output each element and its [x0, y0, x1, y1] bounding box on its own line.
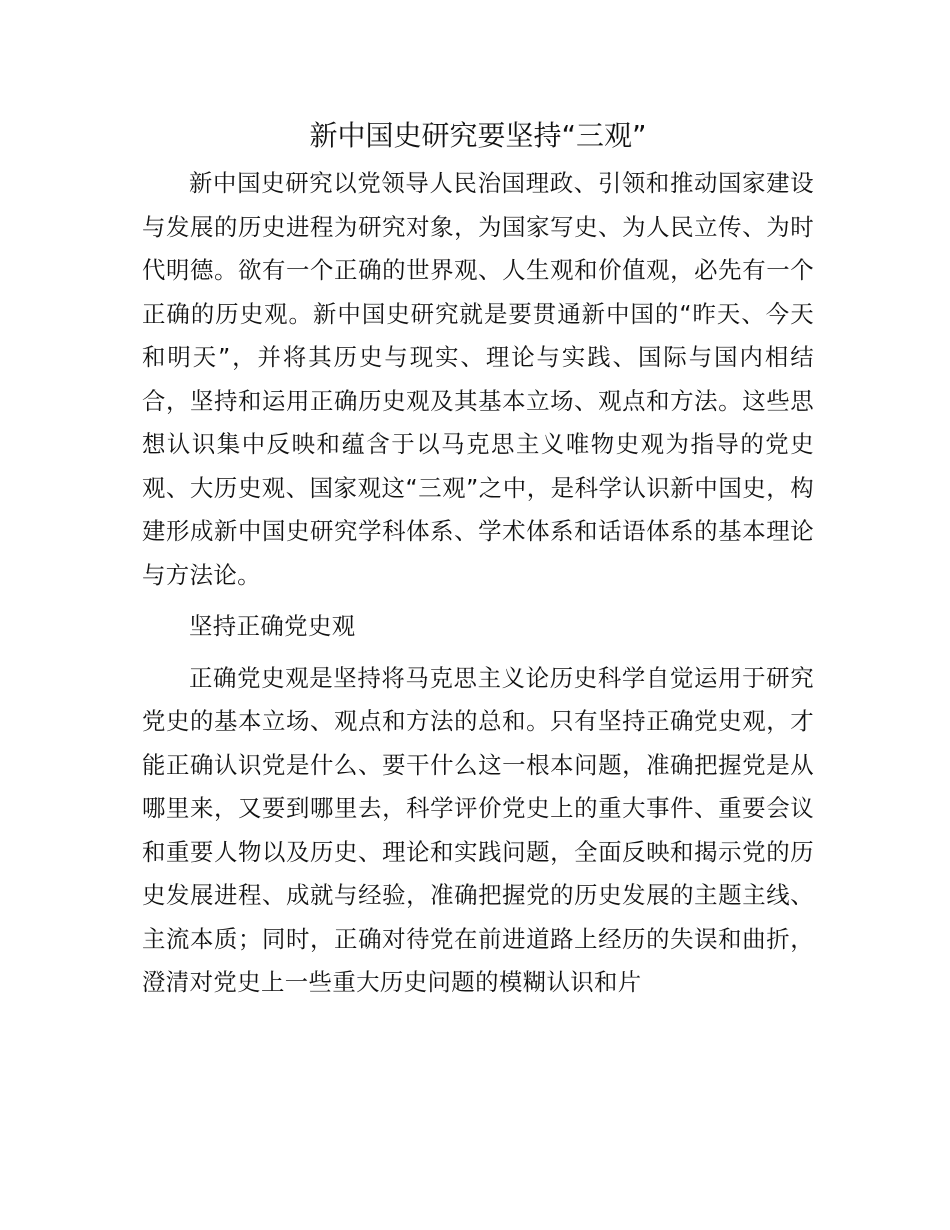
section-heading: 坚持正确党史观 [189, 612, 356, 640]
section-paragraph: 正确党史观是坚持将马克思主义论历史科学自觉运用于研究党史的基本立场、观点和方法的总和。只有坚持正确党史观，才能正确认识党是什么、要干什么这一根本问题，准确把握党是从哪里来，又要到哪里去，科学评价党史上的重大事件、重要会议和重要人物以及历史、理论和实践问题，全面反映和揭示党的历史发展进程、成就与经验，准确把握党的历史发展的主题主线、主流本质；同时，正确对待党在前进道路上经历的失误和曲折，澄清对党史上一些重大历史问题的模糊认识和片 [142, 663, 814, 996]
document-title: 新中国史研究要坚持“三观” [309, 119, 647, 152]
document-page [142, 112, 814, 1005]
intro-paragraph: 新中国史研究以党领导人民治国理政、引领和推动国家建设与发展的历史进程为研究对象，为国家写史、为人民立传、为时代明德。欲有一个正确的世界观、人生观和价值观，必先有一个正确的历史观。新中国史研究就是要贯通新中国的“昨天、今天和明天”，并将其历史与现实、理论与实践、国际与国内相结合，坚持和运用正确历史观及其基本立场、观点和方法。这些思想认识集中反映和蕴含于以马克思主义唯物史观为指导的党史观、大历史观、国家观这“三观”之中，是科学认识新中国史，构建形成新中国史研究学科体系、学术体系和话语体系的基本理论与方法论。 [142, 169, 814, 589]
